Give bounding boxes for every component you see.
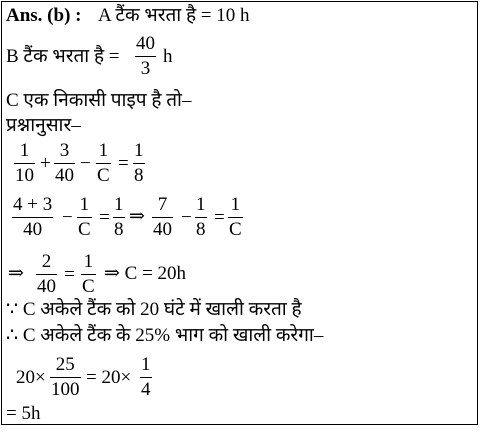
fraction bbox=[77, 195, 92, 240]
fraction-bar bbox=[50, 377, 81, 378]
numerator: 1 bbox=[114, 194, 124, 215]
operator: − bbox=[80, 153, 91, 174]
fraction bbox=[96, 141, 111, 186]
fraction bbox=[50, 355, 81, 400]
fraction-bar bbox=[135, 56, 156, 57]
numerator: 1 bbox=[134, 140, 144, 161]
fraction bbox=[81, 252, 96, 297]
numerator: 4 + 3 bbox=[13, 194, 53, 215]
tank-b-statement: B टैंक भरता है = bbox=[6, 46, 120, 67]
operator: − bbox=[181, 207, 192, 228]
denominator: 3 bbox=[140, 58, 151, 79]
denominator: 40 bbox=[37, 276, 56, 297]
fraction bbox=[228, 195, 243, 240]
fraction-bar bbox=[54, 163, 75, 164]
final-result: = 5h bbox=[6, 403, 41, 424]
numerator: 1 bbox=[79, 194, 90, 215]
fraction-bar bbox=[228, 217, 243, 218]
operator: = bbox=[214, 207, 225, 228]
fraction bbox=[36, 252, 57, 297]
fraction-bar bbox=[14, 163, 35, 164]
numerator: 40 bbox=[136, 33, 155, 54]
tank-a-statement: A टैंक भरता है = 10 h bbox=[98, 5, 250, 26]
denominator: 40 bbox=[23, 219, 43, 240]
numerator: 1 bbox=[196, 194, 206, 215]
numerator: 25 bbox=[55, 354, 75, 375]
numerator: 1 bbox=[230, 194, 241, 215]
fraction bbox=[133, 141, 145, 186]
solution-box bbox=[1, 1, 478, 425]
result-c: ⇒ C = 20h bbox=[104, 263, 187, 284]
fraction-bar bbox=[195, 217, 207, 218]
numerator: 1 bbox=[98, 140, 109, 161]
fraction bbox=[113, 195, 125, 240]
denominator: 4 bbox=[141, 379, 151, 400]
implies-arrow: ⇒ bbox=[8, 263, 24, 284]
fraction bbox=[152, 195, 173, 240]
numerator: 1 bbox=[19, 140, 30, 161]
operator: = bbox=[118, 153, 129, 174]
fraction-bar bbox=[81, 274, 96, 275]
operator: + bbox=[40, 153, 51, 174]
operator: = bbox=[64, 264, 75, 285]
denominator: 8 bbox=[134, 165, 144, 186]
therefore-statement: ∴ C अकेले टैंक के 25% भाग को खाली करेगा– bbox=[6, 325, 324, 346]
because-statement: ∵ C अकेले टैंक को 20 घंटे में खाली करता है bbox=[6, 299, 302, 320]
denominator: C bbox=[78, 219, 91, 240]
denominator: 40 bbox=[153, 219, 172, 240]
operator: = bbox=[99, 207, 110, 228]
fraction-bar bbox=[140, 377, 152, 378]
expression-part: 20× bbox=[16, 367, 46, 388]
fraction bbox=[195, 195, 207, 240]
fraction-bar bbox=[36, 274, 57, 275]
denominator: C bbox=[82, 276, 95, 297]
unit-h: h bbox=[163, 46, 173, 67]
denominator: 8 bbox=[114, 219, 124, 240]
tank-b-fraction bbox=[135, 34, 156, 79]
fraction-bar bbox=[113, 217, 125, 218]
pipe-c-statement: C एक निकासी पाइप है तो– bbox=[6, 90, 192, 111]
numerator: 1 bbox=[141, 354, 151, 375]
fraction bbox=[140, 355, 152, 400]
fraction-bar bbox=[152, 217, 173, 218]
operator: − bbox=[62, 207, 73, 228]
denominator: 8 bbox=[196, 219, 206, 240]
fraction-bar bbox=[96, 163, 111, 164]
denominator: 10 bbox=[15, 165, 34, 186]
denominator: C bbox=[229, 219, 242, 240]
denominator: C bbox=[97, 165, 110, 186]
numerator: 2 bbox=[41, 251, 52, 272]
numerator: 3 bbox=[59, 140, 70, 161]
denominator: 40 bbox=[55, 165, 74, 186]
according-to-question: प्रश्नानुसार– bbox=[6, 115, 81, 136]
fraction-bar bbox=[77, 217, 92, 218]
implies-arrow: ⇒ bbox=[129, 206, 145, 227]
answer-label: Ans. (b) : bbox=[6, 5, 82, 26]
denominator: 100 bbox=[51, 379, 80, 400]
fraction-bar bbox=[133, 163, 145, 164]
numerator: 7 bbox=[157, 194, 168, 215]
fraction bbox=[12, 195, 53, 240]
fraction bbox=[14, 141, 35, 186]
expression-part: = 20× bbox=[86, 367, 132, 388]
numerator: 1 bbox=[83, 251, 94, 272]
fraction-bar bbox=[12, 217, 53, 218]
fraction bbox=[54, 141, 75, 186]
